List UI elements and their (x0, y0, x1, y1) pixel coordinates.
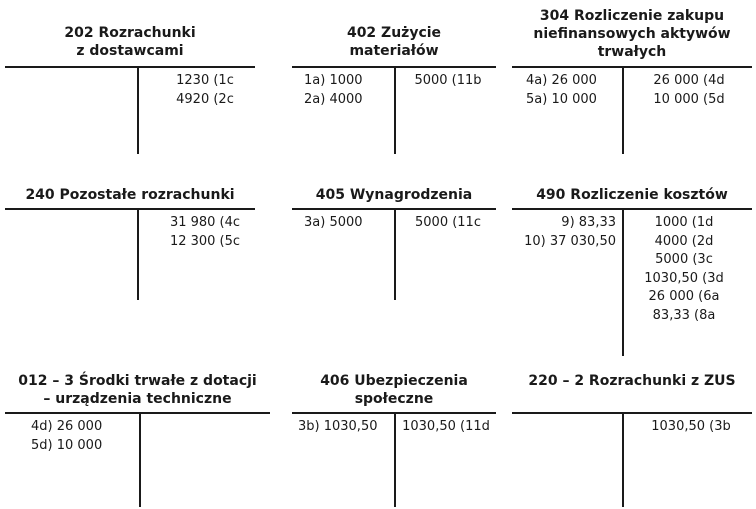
t-account-304 (512, 4, 752, 154)
t-account-240 (5, 180, 255, 300)
credit-entry: 26 000 (6a (648, 289, 720, 304)
account-title: 490 Rozliczenie kosztów (536, 187, 728, 203)
credit-entry: 4000 (2d (654, 233, 714, 249)
t-account-horizontal-line (5, 66, 255, 68)
credit-entries (155, 214, 255, 251)
account-title: 202 Rozrachunki z dostawcami (64, 25, 196, 59)
t-account-vertical-line (137, 208, 139, 300)
credit-entries (630, 214, 738, 325)
account-title: 220 – 2 Rozrachunki z ZUS (528, 373, 736, 389)
t-account-horizontal-line (5, 412, 270, 414)
credit-entry: 1000 (1d (654, 215, 714, 230)
t-account-vertical-line (622, 412, 624, 507)
credit-entry: 4920 (2c (176, 91, 234, 107)
credit-entry: 83,33 (8a (652, 307, 716, 323)
debit-entries (304, 72, 363, 109)
credit-entry: 5000 (11b (414, 73, 482, 88)
credit-entries (398, 418, 494, 437)
debit-entries (304, 214, 363, 233)
account-title: 405 Wynagrodzenia (315, 187, 473, 203)
debit-entry: 10) 37 030,50 (524, 233, 616, 249)
t-account-horizontal-line (512, 208, 752, 210)
debit-entries (298, 418, 378, 437)
debit-entry: 5d) 10 000 (31, 437, 103, 453)
t-account-402 (292, 14, 496, 154)
credit-entries (636, 72, 742, 109)
t-account-202 (5, 14, 255, 154)
credit-entry: 1030,50 (3d (644, 270, 724, 286)
t-account-vertical-line (139, 412, 141, 507)
debit-entries (526, 72, 597, 109)
credit-entry: 10 000 (5d (653, 91, 725, 107)
debit-entries (512, 214, 616, 251)
t-account-490 (512, 180, 752, 356)
credit-entry: 5000 (3c (655, 252, 713, 267)
credit-entries (402, 72, 494, 91)
debit-entry: 1a) 1000 (304, 73, 363, 88)
credit-entry: 1030,50 (3b (651, 419, 731, 434)
credit-entry: 31 980 (4c (169, 215, 241, 230)
t-account-vertical-line (394, 66, 396, 154)
account-title: 240 Pozostałe rozrachunki (25, 187, 235, 203)
t-account-horizontal-line (5, 208, 255, 210)
debit-entry: 4d) 26 000 (31, 419, 103, 434)
t-account-horizontal-line (512, 66, 752, 68)
debit-entry: 5a) 10 000 (526, 91, 597, 107)
debit-entries (31, 418, 102, 455)
credit-entry: 26 000 (4d (653, 73, 725, 88)
credit-entry: 5000 (11c (415, 215, 481, 230)
account-title: 402 Zużycie materiałów (346, 25, 442, 59)
t-account-vertical-line (394, 412, 396, 507)
t-account-406 (292, 366, 496, 507)
debit-entry: 3a) 5000 (304, 215, 363, 230)
t-account-vertical-line (137, 66, 139, 154)
debit-entry: 2a) 4000 (304, 91, 363, 107)
t-account-405 (292, 180, 496, 300)
debit-entry: 3b) 1030,50 (298, 419, 378, 434)
credit-entries (402, 214, 494, 233)
t-account-vertical-line (394, 208, 396, 300)
t-account-012-3 (5, 366, 270, 507)
credit-entry: 12 300 (5c (169, 233, 241, 249)
debit-entry: 9) 83,33 (561, 215, 616, 230)
account-title: 406 Ubezpieczenia społeczne (320, 373, 468, 407)
credit-entries (636, 418, 746, 437)
credit-entries (155, 72, 255, 109)
t-account-220-2 (512, 366, 752, 507)
t-account-vertical-line (622, 66, 624, 154)
debit-entry: 4a) 26 000 (526, 73, 597, 88)
credit-entry: 1230 (1c (176, 73, 234, 88)
account-title: 304 Rozliczenie zakupu niefinansowych aktywów trwałych (533, 8, 731, 60)
account-title: 012 – 3 Środki trwałe z dotacji – urządzenia techniczne (18, 373, 257, 407)
t-account-vertical-line (622, 208, 624, 356)
t-account-horizontal-line (512, 412, 752, 414)
credit-entry: 1030,50 (11d (402, 419, 490, 434)
